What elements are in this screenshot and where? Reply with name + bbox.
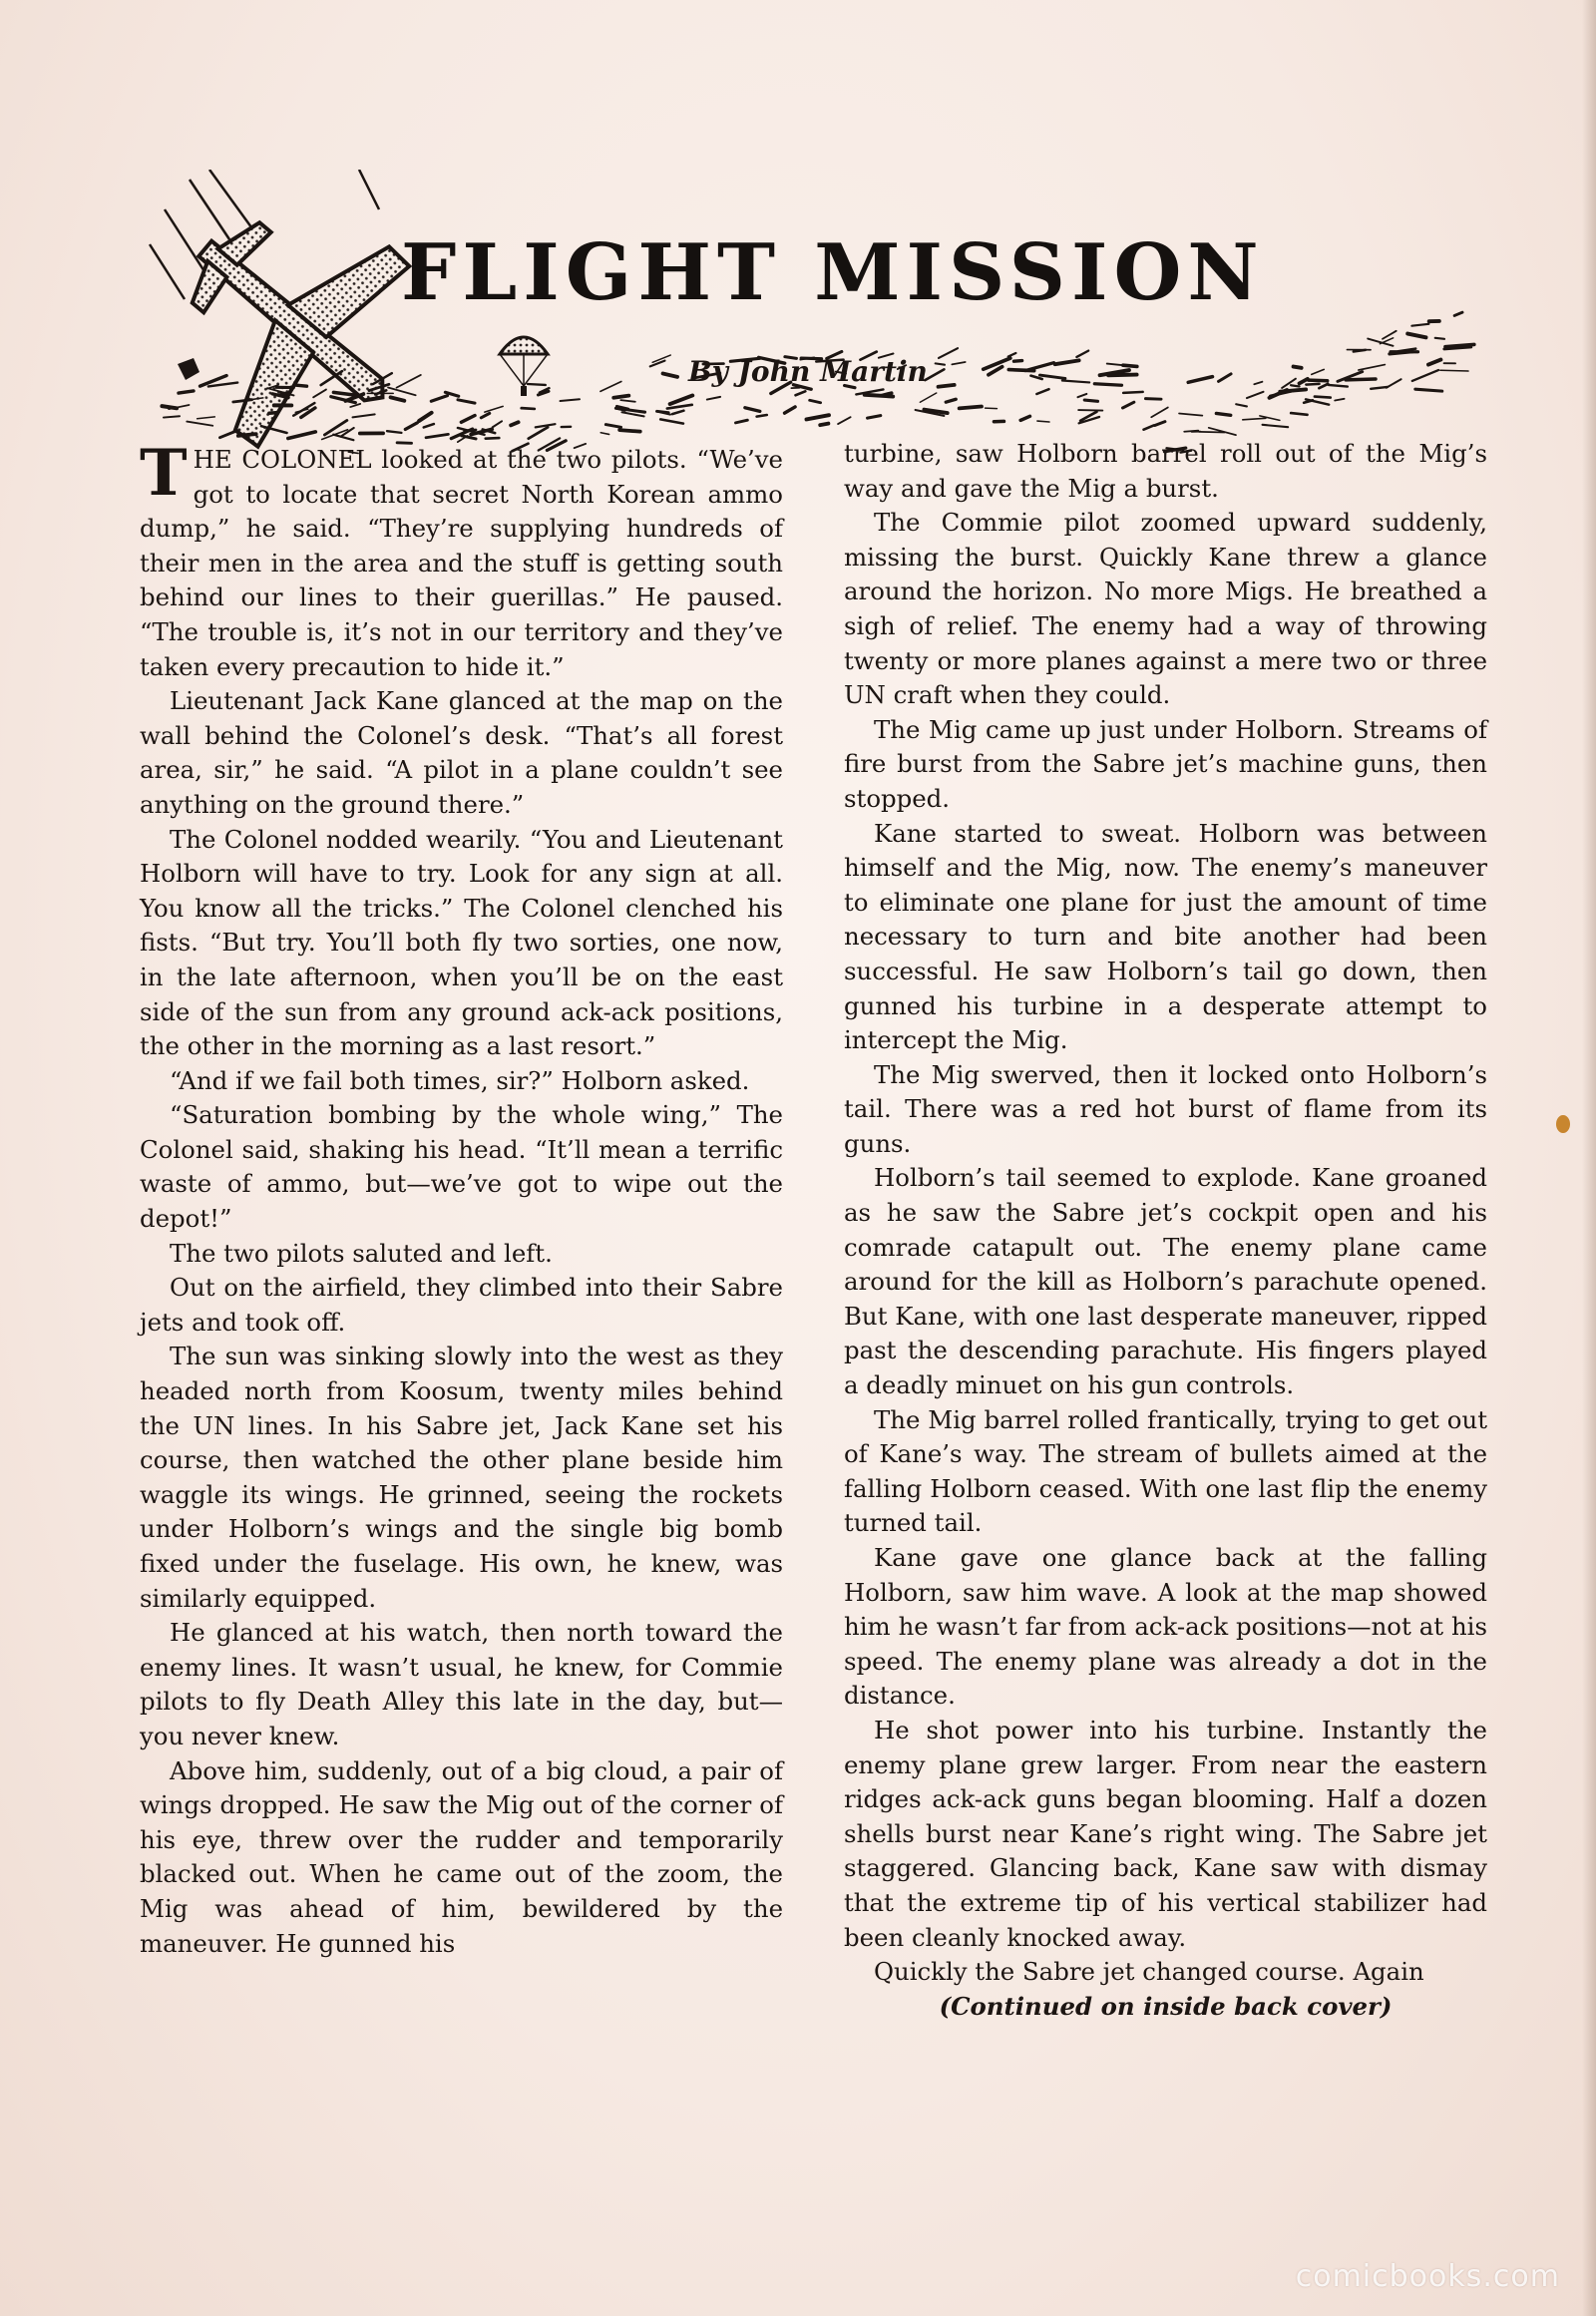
scribble-stroke: [493, 421, 502, 427]
scribble-stroke: [219, 431, 236, 438]
scribble-stroke: [1411, 324, 1428, 326]
scribble-stroke: [810, 400, 821, 402]
scribble-stroke: [179, 391, 194, 393]
scribble-stroke: [1306, 384, 1319, 385]
scribble-stroke: [1291, 385, 1299, 386]
scribble-stroke: [1008, 353, 1016, 357]
paragraph: He shot power into his turbine. Instantly the enemy plane grew larger. From near the eastern ridges ack-ack guns began blooming. Half a dozen shells burst near Kane’s right wing. The Sabre jet staggered. Glancing back, Kane saw with dismay that the extreme tip of his vertical stabilizer had been cleanly knocked away.: [844, 1715, 1487, 1952]
drop-cap: T: [140, 436, 188, 511]
scribble-stroke: [162, 406, 177, 408]
scribble-stroke: [313, 390, 326, 398]
text-column-left: [140, 436, 783, 1961]
scribble-stroke: [1123, 392, 1143, 393]
header-illustration: [130, 170, 1486, 469]
paragraph: He glanced at his watch, then north toward the enemy lines. It wasn’t usual, he knew, for Commie pilots to fly Death Alley this late in the day, but—you never knew.: [140, 1618, 783, 1750]
scribble-stroke: [536, 424, 556, 427]
scribble-stroke: [1315, 397, 1331, 398]
paragraph: The sun was sinking slowly into the west as they headed north from Koosum, twenty miles behind the UN lines. In his Sabre jet, Jack Kane set his course, then watched the other plane beside him waggle its wings. He grinned, seeing the rockets under Holborn’s wings and the single big bomb fixed under the fuselage. His own, he knew, was similarly equipped.: [140, 1342, 783, 1613]
scribble-stroke: [1062, 381, 1089, 383]
scribble-stroke: [391, 397, 405, 400]
scribble-stroke: [1078, 410, 1102, 411]
scribble-stroke: [820, 424, 828, 426]
scribble-stroke: [1390, 352, 1412, 354]
scribble-stroke: [1359, 365, 1385, 370]
scribble-stroke: [1199, 432, 1225, 433]
paragraph: THE COLONEL looked at the two pilots. “We’ve got to locate that secret North Korean ammo dump,” he said. “They’re supplying hundreds of their men in the area and the stuff is getting south behind our lines to their guerillas.” He paused. “The trouble is, it’s not in our territory and they’ve taken every precaution to hide it.”: [140, 436, 783, 681]
paragraph: “Saturation bombing by the whole wing,” The Colonel said, shaking his head. “It’ll mean a terrific waste of ammo, but—we’ve got to wipe out the depot!”: [140, 1100, 783, 1234]
scribble-stroke: [1329, 385, 1348, 387]
scribble-stroke: [984, 358, 1010, 369]
paragraph: Holborn’s tail seemed to explode. Kane groaned as he saw the Sabre jet’s cockpit open and his comrade catapult out. The enemy plane came around for the kill as Holborn’s parachute opened. But Kane, with one last desperate maneuver, ripped past the descending parachute. His fingers played a deadly minuet on his gun controls.: [844, 1163, 1487, 1400]
paragraph: Quickly the Sabre jet changed course. Again: [874, 1957, 1424, 1987]
scribble-stroke: [238, 434, 256, 436]
scribble-stroke: [670, 395, 693, 404]
scribble-stroke: [1188, 377, 1212, 383]
scribble-stroke: [1039, 375, 1065, 378]
site-watermark: comicbooks.com: [1295, 2259, 1560, 2294]
scribble-stroke: [397, 375, 421, 388]
scribble-stroke: [1219, 374, 1232, 382]
scribble-stroke: [605, 425, 620, 428]
paper-stain: [1556, 1115, 1570, 1133]
paragraph: The Mig swerved, then it locked onto Holborn’s tail. There was a red hot burst of flame from its guns.: [844, 1059, 1487, 1158]
scribble-stroke: [419, 413, 431, 421]
scribble-stroke: [431, 396, 447, 402]
text-column-right: [844, 437, 1487, 2024]
paragraph: The Colonel nodded wearily. “You and Lieutenant Holborn will have to try. Look for any sign at all. You know all the tricks.” The Colonel clenched his fists. “But try. You’ll both fly two sorties, one now, in the late afternoon, when you’ll be on the east side of the sun from any ground ack-ack positions, the other in the morning as a last resort.”: [140, 824, 783, 1061]
scribble-stroke: [405, 423, 417, 430]
paragraph: “And if we fail both times, sir?” Holborn asked.: [170, 1065, 750, 1095]
scribble-stroke: [1371, 387, 1388, 389]
scribble-stroke: [461, 415, 475, 422]
paragraph: Above him, suddenly, out of a big cloud, a pair of wings dropped. He saw the Mig out of the corner of his eye, threw over the rudder and temporarily blacked out. When he came out of the zoom, the Mig was ahead of him, bewildered by the maneuver. He gunned his: [140, 1755, 783, 1958]
scribble-stroke: [600, 381, 621, 391]
scribble-stroke: [1445, 344, 1474, 346]
scribble-stroke: [1428, 360, 1440, 365]
story-header: [130, 170, 1486, 469]
scribble-stroke: [269, 413, 277, 414]
scribble-stroke: [663, 373, 677, 376]
scribble-stroke: [1243, 418, 1266, 419]
scribble-stroke: [1254, 382, 1262, 384]
scribble-stroke: [806, 415, 829, 419]
scribble-stroke: [1454, 312, 1462, 315]
scribble-stroke: [1076, 351, 1088, 357]
scribble-stroke: [745, 408, 760, 412]
paragraph: The Commie pilot zoomed upward suddenly, missing the burst. Quickly Kane threw a glance around the horizon. No more Migs. He breathed a sigh of relief. The enemy had a way of throwing twenty or more planes against a mere two or three UN craft when they could.: [844, 508, 1487, 710]
scribble-stroke: [1036, 389, 1048, 394]
scribble-stroke: [1346, 379, 1376, 380]
scribble-stroke: [1383, 331, 1396, 339]
scribble-stroke: [952, 362, 965, 364]
scribble-stroke: [838, 417, 851, 424]
diving-plane-illustration: [130, 170, 460, 469]
scribble-stroke: [1216, 413, 1230, 415]
scribble-stroke: [1294, 367, 1302, 368]
scribble-stroke: [1084, 400, 1097, 401]
scribble-stroke: [939, 348, 958, 358]
scribble-stroke: [925, 369, 944, 380]
scribble-stroke: [939, 385, 955, 387]
scribble-stroke: [868, 416, 881, 419]
scribble-stroke: [1319, 384, 1328, 388]
scribble-stroke: [1412, 370, 1438, 381]
scribble-stroke: [485, 406, 503, 412]
scribble-stroke: [1151, 407, 1168, 417]
scribble-stroke: [946, 399, 956, 402]
scribble-stroke: [615, 408, 644, 412]
scribble-stroke: [1055, 360, 1079, 364]
scribble-stroke: [620, 400, 634, 402]
scribble-stroke: [1291, 413, 1307, 415]
page-edge-shadow: [1582, 0, 1596, 2316]
paragraph: The Mig came up just under Holborn. Streams of fire burst from the Sabre jet’s machine guns, then stopped.: [844, 714, 1487, 813]
scribble-stroke: [1407, 334, 1425, 338]
scribble-stroke: [735, 420, 747, 423]
scribble-stroke: [1144, 425, 1154, 429]
paragraph: Lieutenant Jack Kane glanced at the map on the wall behind the Colonel’s desk. “That’s all forest area, sir,” he said. “A pilot in a plane couldn’t see anything on the ground there.”: [140, 686, 783, 819]
scribble-stroke: [1335, 399, 1344, 401]
scribble-stroke: [1122, 402, 1133, 408]
scribble-stroke: [1077, 394, 1086, 397]
paragraph: The Mig barrel rolled frantically, trying to get out of Kane’s way. The stream of bullets aimed at the falling Holborn ceased. With one last flip the enemy turned tail.: [844, 1404, 1487, 1538]
scribble-stroke: [660, 419, 683, 423]
paragraph: Kane started to sweat. Holborn was between himself and the Mig, now. The enemy’s maneuver to eliminate one plane for just the amount of time necessary to turn and bite another had been successful. He saw Holborn’s tail go down, then gunned his turbine in a desperate attempt to intercept the Mig.: [844, 818, 1487, 1055]
scribble-stroke: [1435, 338, 1444, 339]
scribble-stroke: [511, 422, 518, 425]
scribble-stroke: [619, 430, 640, 432]
scribble-stroke: [164, 416, 180, 417]
scribble-stroke: [1037, 421, 1049, 422]
scribble-stroke: [613, 396, 628, 398]
scribble-stroke: [352, 414, 374, 417]
scribble-stroke: [561, 399, 580, 401]
scribble-stroke: [1013, 361, 1021, 362]
author-byline: By John Martin: [688, 355, 928, 388]
scribble-stroke: [785, 407, 796, 413]
scribble-stroke: [1236, 404, 1247, 406]
scribble-stroke: [424, 424, 434, 427]
parachute-illustration: [500, 337, 548, 396]
scribble-stroke: [960, 406, 982, 408]
scribble-stroke: [1179, 414, 1202, 416]
scribble-stroke: [672, 411, 683, 414]
scribble-stroke: [1440, 370, 1468, 371]
scribble-stroke: [757, 415, 767, 417]
paragraph: Out on the airfield, they climbed into their Sabre jets and took off.: [140, 1273, 783, 1337]
scribble-stroke: [1094, 384, 1121, 385]
scribble-stroke: [865, 395, 893, 397]
scribble-stroke: [426, 434, 448, 437]
story-title: FLIGHT MISSION: [401, 227, 1265, 318]
scribble-stroke: [481, 413, 489, 417]
scribble-stroke: [528, 384, 546, 385]
scribble-stroke: [1309, 380, 1328, 381]
scribble-stroke: [1020, 416, 1029, 420]
scribble-stroke: [1312, 369, 1324, 374]
scribble-stroke: [1415, 389, 1442, 391]
scribble-stroke: [1145, 399, 1161, 400]
scribble-stroke: [295, 385, 307, 386]
scribble-stroke: [288, 432, 316, 439]
scribble-stroke: [1155, 422, 1165, 426]
scribble-stroke: [1300, 379, 1308, 384]
scribble-stroke: [529, 427, 548, 438]
scribble-stroke: [458, 400, 475, 403]
scribble-stroke: [600, 433, 608, 435]
scribble-stroke: [522, 408, 535, 409]
scribble-stroke: [936, 363, 945, 364]
scribble-stroke: [486, 438, 500, 439]
scribble-stroke: [208, 383, 237, 387]
scribble-stroke: [650, 361, 665, 367]
continued-note: (Continued on inside back cover): [939, 1991, 1393, 2021]
scribble-stroke: [920, 393, 936, 402]
scribble-stroke: [707, 397, 720, 400]
scribble-stroke: [1247, 392, 1264, 398]
paragraph: turbine, saw Holborn barrel roll out of the Mig’s way and gave the Mig a burst.: [844, 439, 1487, 503]
scribble-stroke: [387, 431, 401, 433]
scribble-stroke: [187, 422, 212, 426]
scribble-stroke: [198, 417, 215, 419]
scribble-stroke: [986, 408, 998, 409]
paragraph: Kane gave one glance back at the falling Holborn, saw him wave. A look at the map showed him he wasn’t far from ack-ack positions—not at his speed. The enemy plane was already a dot in the distance.: [844, 1543, 1487, 1711]
scribble-stroke: [1263, 425, 1289, 427]
scribble-stroke: [1025, 363, 1053, 371]
scribble-stroke: [350, 404, 360, 407]
scribble-stroke: [324, 420, 346, 435]
paragraph: The two pilots saluted and left.: [170, 1238, 553, 1268]
scribble-stroke: [796, 391, 806, 395]
